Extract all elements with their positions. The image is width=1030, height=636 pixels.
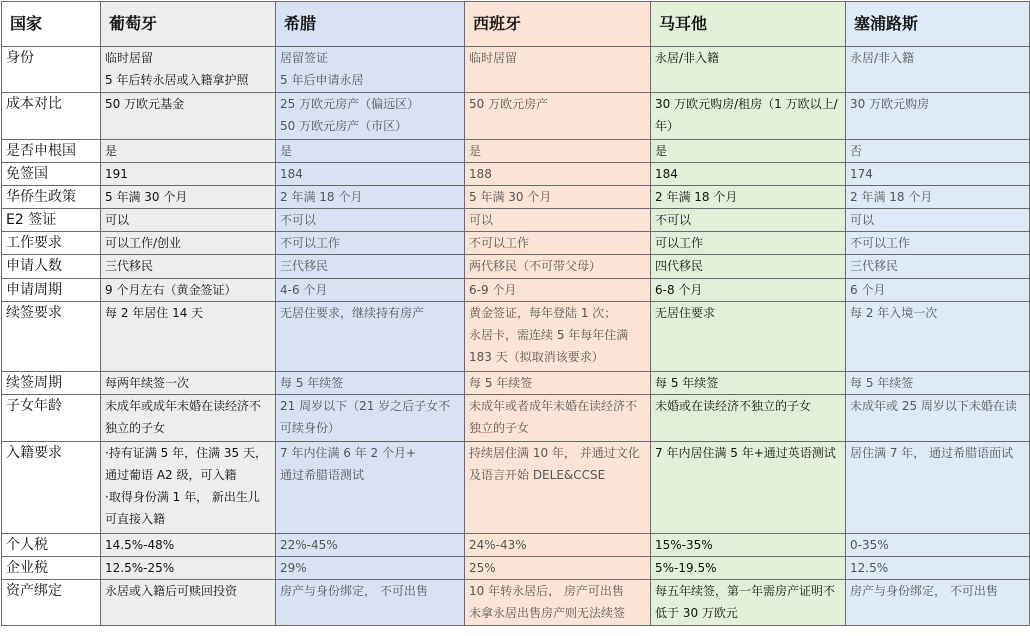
table-cell: 房产与身份绑定， 不可出售 <box>276 580 465 626</box>
table-cell: 0-35% <box>846 534 1030 557</box>
table-row <box>2 442 1030 534</box>
table-cell: 不可以工作 <box>465 232 651 255</box>
row-label: 工作要求 <box>2 232 101 255</box>
table-cell: 无居住要求 <box>651 302 846 372</box>
table-cell: 三代移民 <box>276 255 465 279</box>
table-cell: 是 <box>276 140 465 163</box>
row-label: 子女年龄 <box>2 395 101 442</box>
table-cell: 每 5 年续签 <box>465 372 651 395</box>
row-label: E2 签证 <box>2 209 101 232</box>
table-cell: 10 年转永居后， 房产可出售 未拿永居出售房产则无法续签 <box>465 580 651 626</box>
table-cell: 不可以 <box>276 209 465 232</box>
table-row <box>2 47 1030 93</box>
header-portugal: 葡萄牙 <box>101 2 276 47</box>
table-cell: 5%-19.5% <box>651 557 846 580</box>
header-greece: 希腊 <box>276 2 465 47</box>
row-label: 申请周期 <box>2 279 101 302</box>
table-cell: 50 万欧元基金 <box>101 93 276 140</box>
table-cell: 12.5% <box>846 557 1030 580</box>
table-cell: 可以 <box>846 209 1030 232</box>
table-cell: 25% <box>465 557 651 580</box>
table-cell: 永居/非入籍 <box>651 47 846 93</box>
table-cell: 临时居留 <box>465 47 651 93</box>
row-label: 申请人数 <box>2 255 101 279</box>
table-row <box>2 302 1030 372</box>
table-cell: 2 年满 18 个月 <box>846 186 1030 209</box>
table-cell: 可以工作 <box>651 232 846 255</box>
table-cell: 三代移民 <box>101 255 276 279</box>
table-cell: 184 <box>651 163 846 186</box>
table-cell: 每两年续签一次 <box>101 372 276 395</box>
table-cell: 未成年或成年未婚在读经济不独立的子女 <box>101 395 276 442</box>
table-cell: ·持有证满 5 年，住满 35 天，通过葡语 A2 级，可入籍 ·取得身份满 1 年， 新出生儿可直接入籍 <box>101 442 276 534</box>
table-row <box>2 209 1030 232</box>
table-cell: 是 <box>101 140 276 163</box>
table-cell: 房产与身份绑定， 不可出售 <box>846 580 1030 626</box>
row-label: 企业税 <box>2 557 101 580</box>
table-row <box>2 232 1030 255</box>
header-row <box>2 2 1030 47</box>
table-cell: 未成年或 25 周岁以下未婚在读 <box>846 395 1030 442</box>
table-row <box>2 93 1030 140</box>
row-label: 成本对比 <box>2 93 101 140</box>
table-cell: 每 5 年续签 <box>651 372 846 395</box>
header-malta: 马耳他 <box>651 2 846 47</box>
table-cell: 191 <box>101 163 276 186</box>
table-cell: 25 万欧元房产（偏远区） 50 万欧元房产（市区） <box>276 93 465 140</box>
table-cell: 15%-35% <box>651 534 846 557</box>
table-cell: 居住满 7 年， 通过希腊语面试 <box>846 442 1030 534</box>
table-cell: 不可以工作 <box>846 232 1030 255</box>
row-label: 免签国 <box>2 163 101 186</box>
table-cell: 不可以工作 <box>276 232 465 255</box>
table-cell: 14.5%-48% <box>101 534 276 557</box>
table-cell: 可以 <box>101 209 276 232</box>
table-cell: 每 2 年入境一次 <box>846 302 1030 372</box>
table-cell: 否 <box>846 140 1030 163</box>
table-cell: 29% <box>276 557 465 580</box>
table-cell: 永居/非入籍 <box>846 47 1030 93</box>
table-cell: 每 2 年居住 14 天 <box>101 302 276 372</box>
table-cell: 可以 <box>465 209 651 232</box>
table-row <box>2 395 1030 442</box>
table-cell: 两代移民（不可带父母） <box>465 255 651 279</box>
comparison-table <box>1 1 1030 626</box>
row-label: 华侨生政策 <box>2 186 101 209</box>
table-row <box>2 580 1030 626</box>
table-cell: 四代移民 <box>651 255 846 279</box>
table-row <box>2 140 1030 163</box>
table-cell: 每 5 年续签 <box>276 372 465 395</box>
table-row <box>2 186 1030 209</box>
table-cell: 无居住要求，继续持有房产 <box>276 302 465 372</box>
table-cell: 6-8 个月 <box>651 279 846 302</box>
table-cell: 是 <box>465 140 651 163</box>
table-cell: 6 个月 <box>846 279 1030 302</box>
table-cell: 永居或入籍后可赎回投资 <box>101 580 276 626</box>
table-body <box>2 47 1030 626</box>
table-cell: 6-9 个月 <box>465 279 651 302</box>
table-cell: 2 年满 18 个月 <box>276 186 465 209</box>
header-spain: 西班牙 <box>465 2 651 47</box>
table-cell: 持续居住满 10 年， 并通过文化及语言开始 DELE&CCSE <box>465 442 651 534</box>
table-cell: 每 5 年续签 <box>846 372 1030 395</box>
table-cell: 30 万欧元购房 <box>846 93 1030 140</box>
table-cell: 174 <box>846 163 1030 186</box>
table-row <box>2 372 1030 395</box>
table-cell: 7 年内居住满 5 年+通过英语测试 <box>651 442 846 534</box>
table-cell: 5 年满 30 个月 <box>101 186 276 209</box>
table-cell: 7 年内住满 6 年 2 个月+ 通过希腊语测试 <box>276 442 465 534</box>
row-label: 个人税 <box>2 534 101 557</box>
table-cell: 50 万欧元房产 <box>465 93 651 140</box>
table-cell: 30 万欧元购房/租房（1 万欧以上/年） <box>651 93 846 140</box>
table-cell: 是 <box>651 140 846 163</box>
table-row <box>2 255 1030 279</box>
table-cell: 4-6 个月 <box>276 279 465 302</box>
row-label: 身份 <box>2 47 101 93</box>
table-cell: 可以工作/创业 <box>101 232 276 255</box>
table-cell: 居留签证 5 年后申请永居 <box>276 47 465 93</box>
table-row <box>2 534 1030 557</box>
table-cell: 5 年满 30 个月 <box>465 186 651 209</box>
table-cell: 黄金签证，每年登陆 1 次； 永居卡，需连续 5 年每年住满 183 天（拟取消该要求） <box>465 302 651 372</box>
table-row <box>2 163 1030 186</box>
table-cell: 24%-43% <box>465 534 651 557</box>
table-cell: 21 周岁以下（21 岁之后子女不可续身份） <box>276 395 465 442</box>
table-row <box>2 279 1030 302</box>
row-label: 续签周期 <box>2 372 101 395</box>
table-cell: 22%-45% <box>276 534 465 557</box>
table-cell: 每五年续签，第一年需房产证明不低于 30 万欧元 <box>651 580 846 626</box>
table-cell: 184 <box>276 163 465 186</box>
header-cyprus: 塞浦路斯 <box>846 2 1030 47</box>
table-cell: 2 年满 18 个月 <box>651 186 846 209</box>
table-cell: 未成年或者成年未婚在读经济不独立的子女 <box>465 395 651 442</box>
table-cell: 临时居留 5 年后转永居或入籍拿护照 <box>101 47 276 93</box>
table-cell: 9 个月左右（黄金签证） <box>101 279 276 302</box>
row-label: 入籍要求 <box>2 442 101 534</box>
table-cell: 不可以 <box>651 209 846 232</box>
table-row <box>2 557 1030 580</box>
table-cell: 188 <box>465 163 651 186</box>
table-cell: 12.5%-25% <box>101 557 276 580</box>
row-label: 续签要求 <box>2 302 101 372</box>
table-cell: 三代移民 <box>846 255 1030 279</box>
header-country-label: 国家 <box>2 2 101 47</box>
table-cell: 未婚或在读经济不独立的子女 <box>651 395 846 442</box>
row-label: 是否申根国 <box>2 140 101 163</box>
row-label: 资产绑定 <box>2 580 101 626</box>
